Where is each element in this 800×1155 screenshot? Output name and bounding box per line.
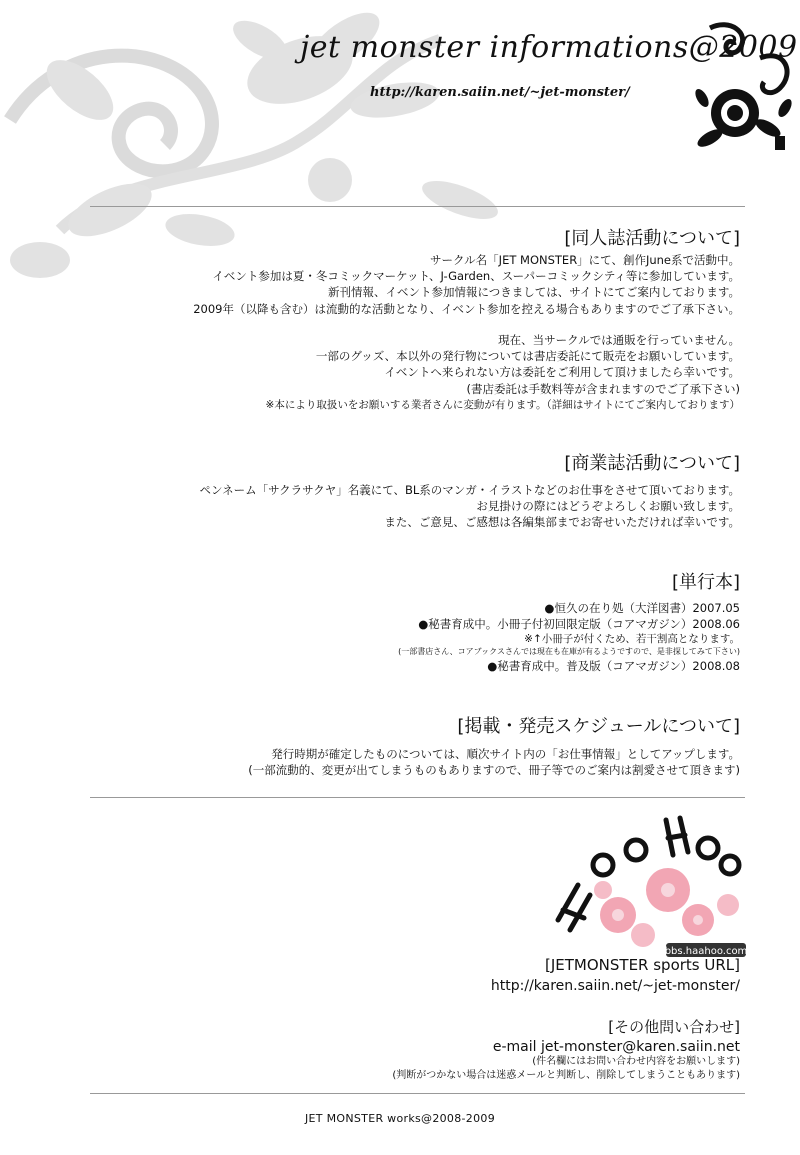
list-note: ※↑小冊子が付くため、若干割高となります。 <box>524 633 740 646</box>
text-line: 一部のグッズ、本以外の発行物については書店委託にて販売をお願いしています。 <box>315 349 740 364</box>
text-line: サークル名「JET MONSTER」にて、創作June系で活動中。 <box>430 253 740 267</box>
contact-block <box>392 1016 740 1083</box>
mobile-heading: [JETMONSTER sports URL] <box>545 956 740 974</box>
books-list <box>398 600 740 675</box>
doujin-paragraph-2 <box>266 332 740 413</box>
text-line: イベント参加は夏・冬コミックマーケット、J-Garden、スーパーコミックシティ等に参加しています。 <box>212 269 740 284</box>
schedule-paragraph <box>248 746 740 778</box>
mobile-url-block <box>491 956 740 994</box>
site-url[interactable]: http://karen.saiin.net/~jet-monster/ <box>370 85 630 100</box>
text-line: 現在、当サークルでは通販を行っていません。 <box>498 333 740 347</box>
haahoo-site-label: bbs.haahoo.com <box>664 946 748 957</box>
section-heading-doujin: [同人誌活動について] <box>564 228 740 249</box>
section-heading-commercial: [商業誌活動について] <box>564 453 740 474</box>
doujin-paragraph-1 <box>193 252 740 317</box>
text-line: (一部流動的、変更が出てしまうものもありますので、冊子等でのご案内は割愛させて頂きます) <box>248 763 740 778</box>
list-item: ●秘書育成中。普及版（コアマガジン）2008.08 <box>487 659 740 674</box>
text-line: 発行時期が確定したものについては、順次サイト内の「お仕事情報」としてアップします。 <box>271 747 740 761</box>
divider <box>90 206 745 207</box>
text-line: ※本により取扱いをお願いする業者さんに変動が有ります。（詳細はサイトにてご案内しております） <box>265 398 740 411</box>
text-line: 新刊情報、イベント参加情報につきましては、サイトにてご案内しております。 <box>327 285 740 300</box>
haahoo-logo <box>548 810 748 960</box>
divider <box>90 1093 745 1094</box>
section-heading-books: [単行本] <box>671 572 740 593</box>
text-line: ペンネーム「サクラサクヤ」名義にて、BL系のマンガ・イラストなどのお仕事をさせて頂いております。 <box>199 483 740 497</box>
contact-note: (件名欄にはお問い合わせ内容をお願いします) <box>532 1056 740 1067</box>
page-title: jet monster informations@2009 <box>300 30 798 65</box>
contact-note: (判断がつかない場合は迷惑メールと判断し、削除してしまうこともあります) <box>392 1070 740 1081</box>
contact-email[interactable]: e-mail jet-monster@karen.saiin.net <box>492 1039 740 1055</box>
divider <box>90 797 745 798</box>
list-note: (一部書店さん、コアブックスさんでは現在も在庫が有るようですので、是非探してみて下さい) <box>398 647 740 657</box>
list-item: ●秘書育成中。小冊子付初回限定版（コアマガジン）2008.06 <box>418 617 740 632</box>
text-line: 2009年（以降も含む）は流動的な活動となり、イベント参加を控える場合もありますのでご了承下さい。 <box>193 301 740 316</box>
list-item: ●恒久の在り処（大洋図書）2007.05 <box>544 601 740 615</box>
text-line: イベントへ来られない方は委託をご利用して頂けましたら幸いです。 <box>384 365 740 380</box>
mobile-url-link[interactable]: http://karen.saiin.net/~jet-monster/ <box>490 978 740 994</box>
contact-heading: [その他問い合わせ] <box>608 1018 740 1036</box>
section-heading-schedule: [掲載・発売スケジュールについて] <box>457 716 740 737</box>
commercial-paragraph <box>199 482 740 531</box>
text-line: お見掛けの際にはどうぞよろしくお願い致します。 <box>476 499 740 514</box>
text-line: (書店委託は手数料等が含まれますのでご了承下さい) <box>466 381 740 396</box>
text-line: また、ご意見、ご感想は各編集部までお寄せいただければ幸いです。 <box>384 515 740 530</box>
footer-credit: JET MONSTER works@2008-2009 <box>305 1112 495 1125</box>
